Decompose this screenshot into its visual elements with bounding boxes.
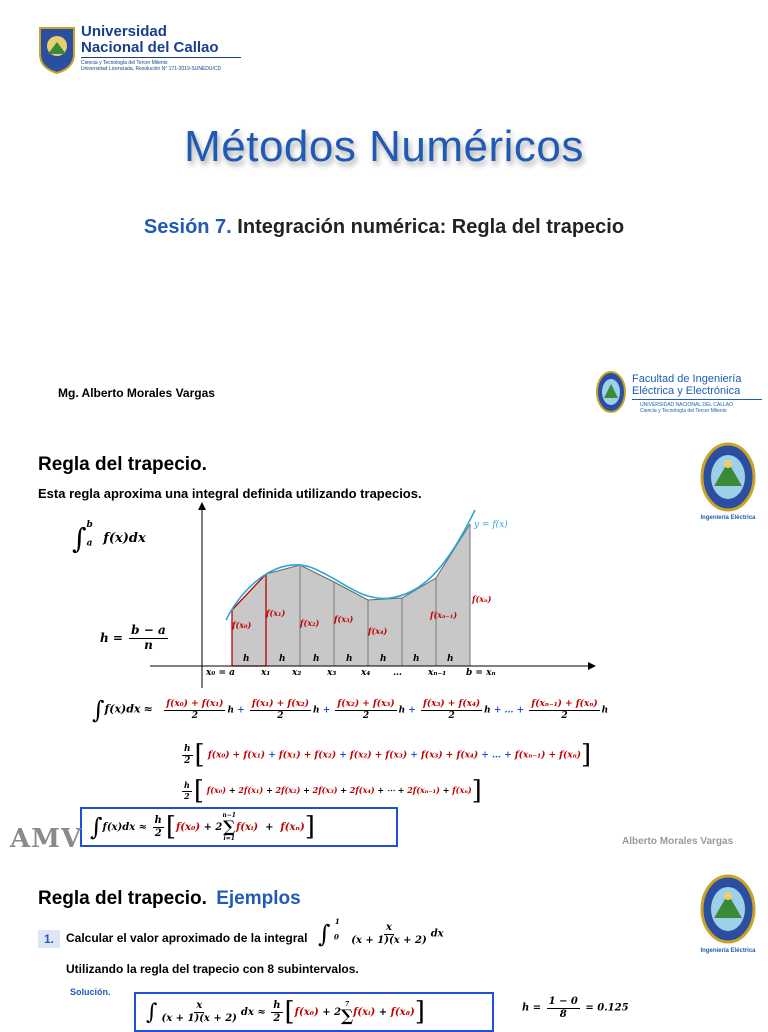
faculty-logo <box>596 370 626 414</box>
integrand: f(x)dx <box>103 531 146 546</box>
curve-label: y = f(x) <box>474 520 508 530</box>
x-label: x₀ = a <box>206 668 235 678</box>
logo-caption: Ingeniería Eléctrica <box>700 515 756 521</box>
faculty-tag2: Ciencia y Tecnología del Tercer Milenio <box>640 408 727 414</box>
x-label: x₁ <box>261 668 271 678</box>
engineering-logo <box>700 442 756 512</box>
x-label: x₃ <box>327 668 337 678</box>
trapezoid-rule-slide <box>0 438 768 858</box>
title-slide <box>0 0 768 438</box>
fx-label: f(x₄) <box>368 626 388 636</box>
footer-author: Alberto Morales Vargas <box>622 836 734 847</box>
solution-formula-box: ∫ $\frac{x}{(x + 1)(x + 2)}$ dx ≈ $\frac{h}{2}$ [ f(x₀) + 2 7 ∑ f(xᵢ) + f(x₈) ] <box>134 992 494 1032</box>
faculty-name-line1: Facultad de Ingeniería <box>632 373 742 385</box>
h-calculation: h = $\frac{1 - 0}{8}$ = 0.125 <box>522 996 629 1020</box>
x-label: x₄ <box>361 668 371 678</box>
h-label: h <box>413 654 420 664</box>
university-tag1: Ciencia y Tecnología del Tercer Milenio <box>81 60 168 66</box>
fx-label: f(xₙ₋₁) <box>430 610 458 620</box>
slide-subtitle: Esta regla aproxima una integral definida utilizando trapecios. <box>38 486 422 501</box>
fx-label: f(x₁) <box>266 608 286 618</box>
h-definition: h = $\frac{b - a}{n}$ <box>100 623 166 652</box>
x-label: … <box>393 668 402 678</box>
faculty-tag1: UNIVERSIDAD NACIONAL DEL CALLAO <box>640 402 733 408</box>
fx-label: f(x₀) <box>232 620 252 630</box>
faculty-name-line2: Eléctrica y Electrónica <box>632 385 762 400</box>
item-number: 1. <box>38 930 60 948</box>
trapezoid-graph <box>140 502 600 692</box>
university-name-line1: Universidad <box>81 23 167 40</box>
university-logo <box>38 24 76 74</box>
fx-label: f(xₙ) <box>472 594 492 604</box>
example-integral: ∫ $_0^1$ $\frac{x}{(x + 1)(x + 2)}$ dx <box>318 917 444 948</box>
h-label: h <box>279 654 286 664</box>
slide-title: Regla del trapecio. <box>38 454 207 475</box>
h-label: h <box>346 654 353 664</box>
examples-slide <box>0 868 768 1027</box>
x-label: b = xₙ <box>466 668 496 678</box>
h-label: h <box>313 654 320 664</box>
session-label: Sesión 7. <box>143 216 232 238</box>
shield-icon <box>38 24 76 74</box>
example-prompt: Calcular el valor aproximado de la integral <box>66 931 308 945</box>
logo-caption: Ingeniería Eléctrica <box>700 948 756 954</box>
example-subprompt: Utilizando la regla del trapecio con 8 subintervalos. <box>66 962 359 976</box>
formula-line-1: ∫f(x)dx ≈ $\frac{\text{f(x₀) + f(x₁)}}{2}$ h + $\frac{\text{f(x₁) + f(x₂)}}{2}$ h + $\frac{\text{f(x₂) + f(x₃)}}{2}$ h + $\frac{\text{f(x₃) + f(x₄)}}{2}$ h + … + $\frac{\text{f(xₙ₋₁) + f(xₙ)}}{2}$ h <box>92 696 609 724</box>
h-label: h <box>380 654 387 664</box>
fx-label: f(x₂) <box>300 618 320 628</box>
university-tag2: Universidad Licenciada, Resolución N° 171-2019-SUNEDU/CD <box>81 66 222 72</box>
formula-line-2: $\frac{h}{2}$ [ f(x₀) + f(x₁) + f(x₁) + f(x₂) + f(x₂) + f(x₃) + f(x₃) + f(x₄) + … + f(xₙ₋₁) + f(xₙ)] <box>184 740 592 770</box>
formula-line-3: $\frac{h}{2}$ [ f(x₀) + 2f(x₁) + 2f(x₂) + 2f(x₃) + 2f(x₄) + ⋯ + 2f(xₙ₋₁) + f(xₙ)] <box>184 776 482 806</box>
integral-expression: $\int_a^b$ f(x)dx <box>72 519 146 555</box>
trapezoid-formula-box: ∫ f(x)dx ≈ $\frac{h}{2}$ [ f(x₀) + 2 n−1 ∑ i=1 f(xᵢ) + f(xₙ) ] <box>80 807 398 847</box>
author: Mg. Alberto Morales Vargas <box>58 386 215 400</box>
session-title: Integración numérica: Regla del trapecio <box>237 216 625 238</box>
slide-title: Regla del trapecio. <box>38 888 207 909</box>
watermark: AMV <box>10 824 83 854</box>
engineering-logo <box>700 874 756 944</box>
h-label: h <box>447 654 454 664</box>
x-label: xₙ₋₁ <box>428 668 447 678</box>
page-title: Métodos Numéricos <box>184 122 584 171</box>
h-label: h <box>243 654 250 664</box>
faculty-emblem-icon <box>596 370 626 414</box>
faculty-emblem-icon <box>700 874 756 944</box>
fx-label: f(x₃) <box>334 614 354 624</box>
x-label: x₂ <box>292 668 302 678</box>
slide-title-accent: Ejemplos <box>216 888 301 909</box>
university-name-line2: Nacional del Callao <box>81 40 241 58</box>
faculty-emblem-icon <box>700 442 756 512</box>
solution-label: Solución. <box>70 987 111 997</box>
